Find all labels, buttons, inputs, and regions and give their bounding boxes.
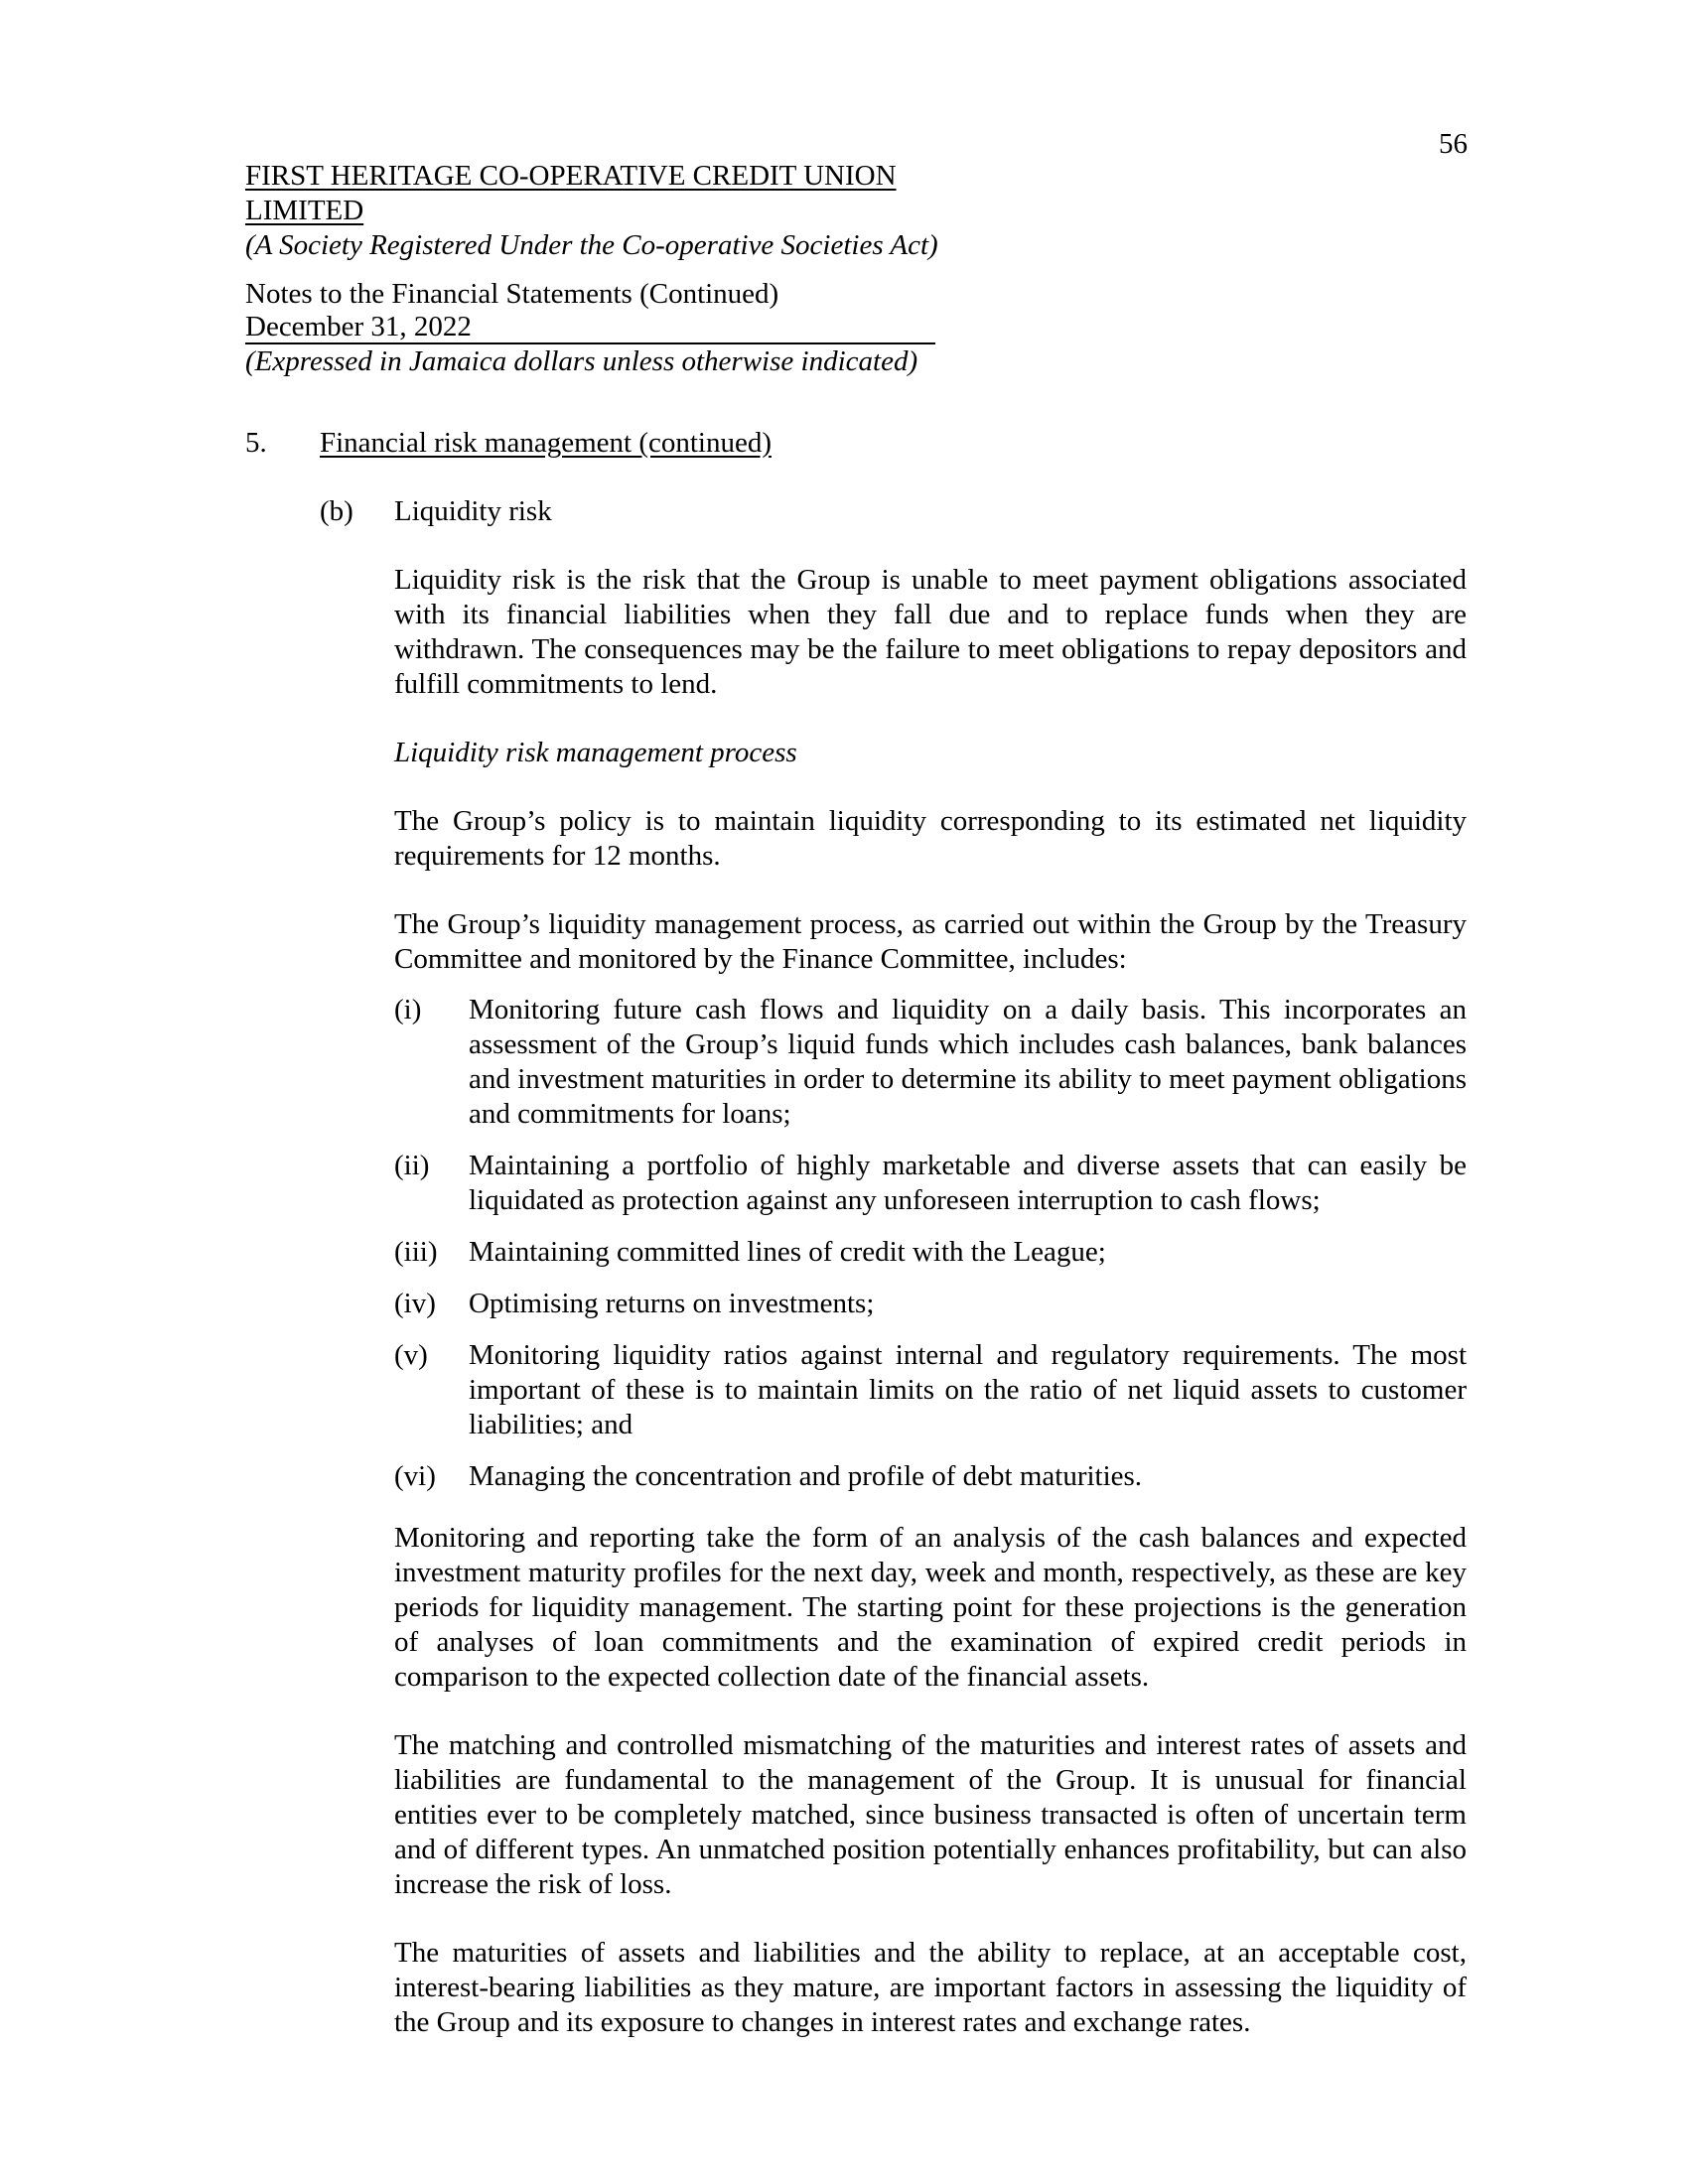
maturities-text: The maturities of assets and liabilities and the ability to replace, at an acceptable cost, interest-bearing liabilities as they mature, are important factors in assessing the liquidity of the Group and its exposure to changes in interest rates and exchange rates. — [394, 1937, 1467, 2038]
list-item-number: (vi) — [394, 1460, 436, 1492]
matching-paragraph — [394, 1728, 1467, 1902]
list-item-text: Monitoring liquidity ratios against internal and regulatory requirements. The most important of these is to maintain limits on the ratio of net liquid assets to customer liabilities; and — [469, 1339, 1467, 1440]
subsection-title: Liquidity risk — [394, 495, 552, 527]
process-heading — [394, 736, 1467, 770]
list-item-text: Optimising returns on investments; — [469, 1288, 875, 1319]
list-item-text: Monitoring future cash flows and liquidity on a daily basis. This incorporates an assessment of the Group’s liquid funds which includes cash balances, bank balances and investment maturities in order to determine its ability to meet payment obligations and commitments for loans; — [469, 994, 1467, 1130]
list-item — [394, 1338, 1467, 1442]
list-item — [394, 1149, 1467, 1218]
process-heading-text: Liquidity risk management process — [394, 737, 797, 768]
maturities-paragraph — [394, 1936, 1467, 2040]
list-item — [394, 1287, 1467, 1321]
process-intro-text: The Group’s liquidity management process, as carried out within the Group by the Treasury Committee and monitored by the Finance Committee, includes: — [394, 908, 1467, 975]
organization-subtitle: (A Society Registered Under the Co-operative Societies Act) — [245, 229, 938, 261]
intro-text: Liquidity risk is the risk that the Group is unable to meet payment obligations associated with its financial liabilities when they fall due and to replace funds when they are withdrawn. The consequences may be the failure to meet obligations to repay depositors and fulfill commitments to lend. — [394, 564, 1467, 700]
list-item-text: Managing the concentration and profile of debt maturities. — [469, 1460, 1143, 1492]
list-item-text: Maintaining committed lines of credit with the League; — [469, 1236, 1106, 1268]
list-item-text: Maintaining a portfolio of highly marketable and diverse assets that can easily be liquidated as protection against any unforeseen interruption to cash flows; — [469, 1150, 1467, 1216]
policy-text: The Group’s policy is to maintain liquidity corresponding to its estimated net liquidity requirements for 12 months. — [394, 805, 1467, 872]
notes-title: Notes to the Financial Statements (Continued) — [245, 278, 779, 310]
policy-paragraph — [394, 804, 1467, 874]
process-list — [394, 993, 1467, 1511]
list-item — [394, 1235, 1467, 1270]
list-item-number: (ii) — [394, 1150, 430, 1181]
organization-name: FIRST HERITAGE CO-OPERATIVE CREDIT UNION LIMITED — [245, 160, 897, 226]
document-header — [245, 159, 1000, 379]
list-item-number: (iv) — [394, 1288, 436, 1319]
monitoring-paragraph — [394, 1521, 1467, 1695]
list-item — [394, 1459, 1467, 1494]
statement-date: December 31, 2022 — [245, 312, 935, 344]
page-number: 56 — [1439, 128, 1468, 160]
section-title: Financial risk management (continued) — [320, 427, 772, 459]
subsection-letter: (b) — [320, 495, 353, 527]
list-item-number: (iii) — [394, 1236, 438, 1268]
monitoring-text: Monitoring and reporting take the form of an analysis of the cash balances and expected investment maturity profiles for the next day, week and month, respectively, as these are key periods for liquidity management. The starting point for these projections is the generation of analyses of loan commitments and the examination of expired credit periods in comparison to the expected collection date of the financial assets. — [394, 1522, 1467, 1693]
currency-note: (Expressed in Jamaica dollars unless otherwise indicated) — [245, 345, 918, 377]
intro-paragraph — [394, 563, 1467, 702]
section-number: 5. — [245, 427, 267, 459]
process-intro-paragraph — [394, 907, 1467, 977]
list-item — [394, 993, 1467, 1132]
matching-text: The matching and controlled mismatching of the maturities and interest rates of assets and liabilities are fundamental to the management of the Group. It is unusual for financial entities ever to be completely matched, since business transacted is often of uncertain term and of different types. An unmatched position potentially enhances profitability, but can also increase the risk of loss. — [394, 1729, 1467, 1900]
list-item-number: (v) — [394, 1339, 428, 1371]
list-item-number: (i) — [394, 994, 422, 1025]
